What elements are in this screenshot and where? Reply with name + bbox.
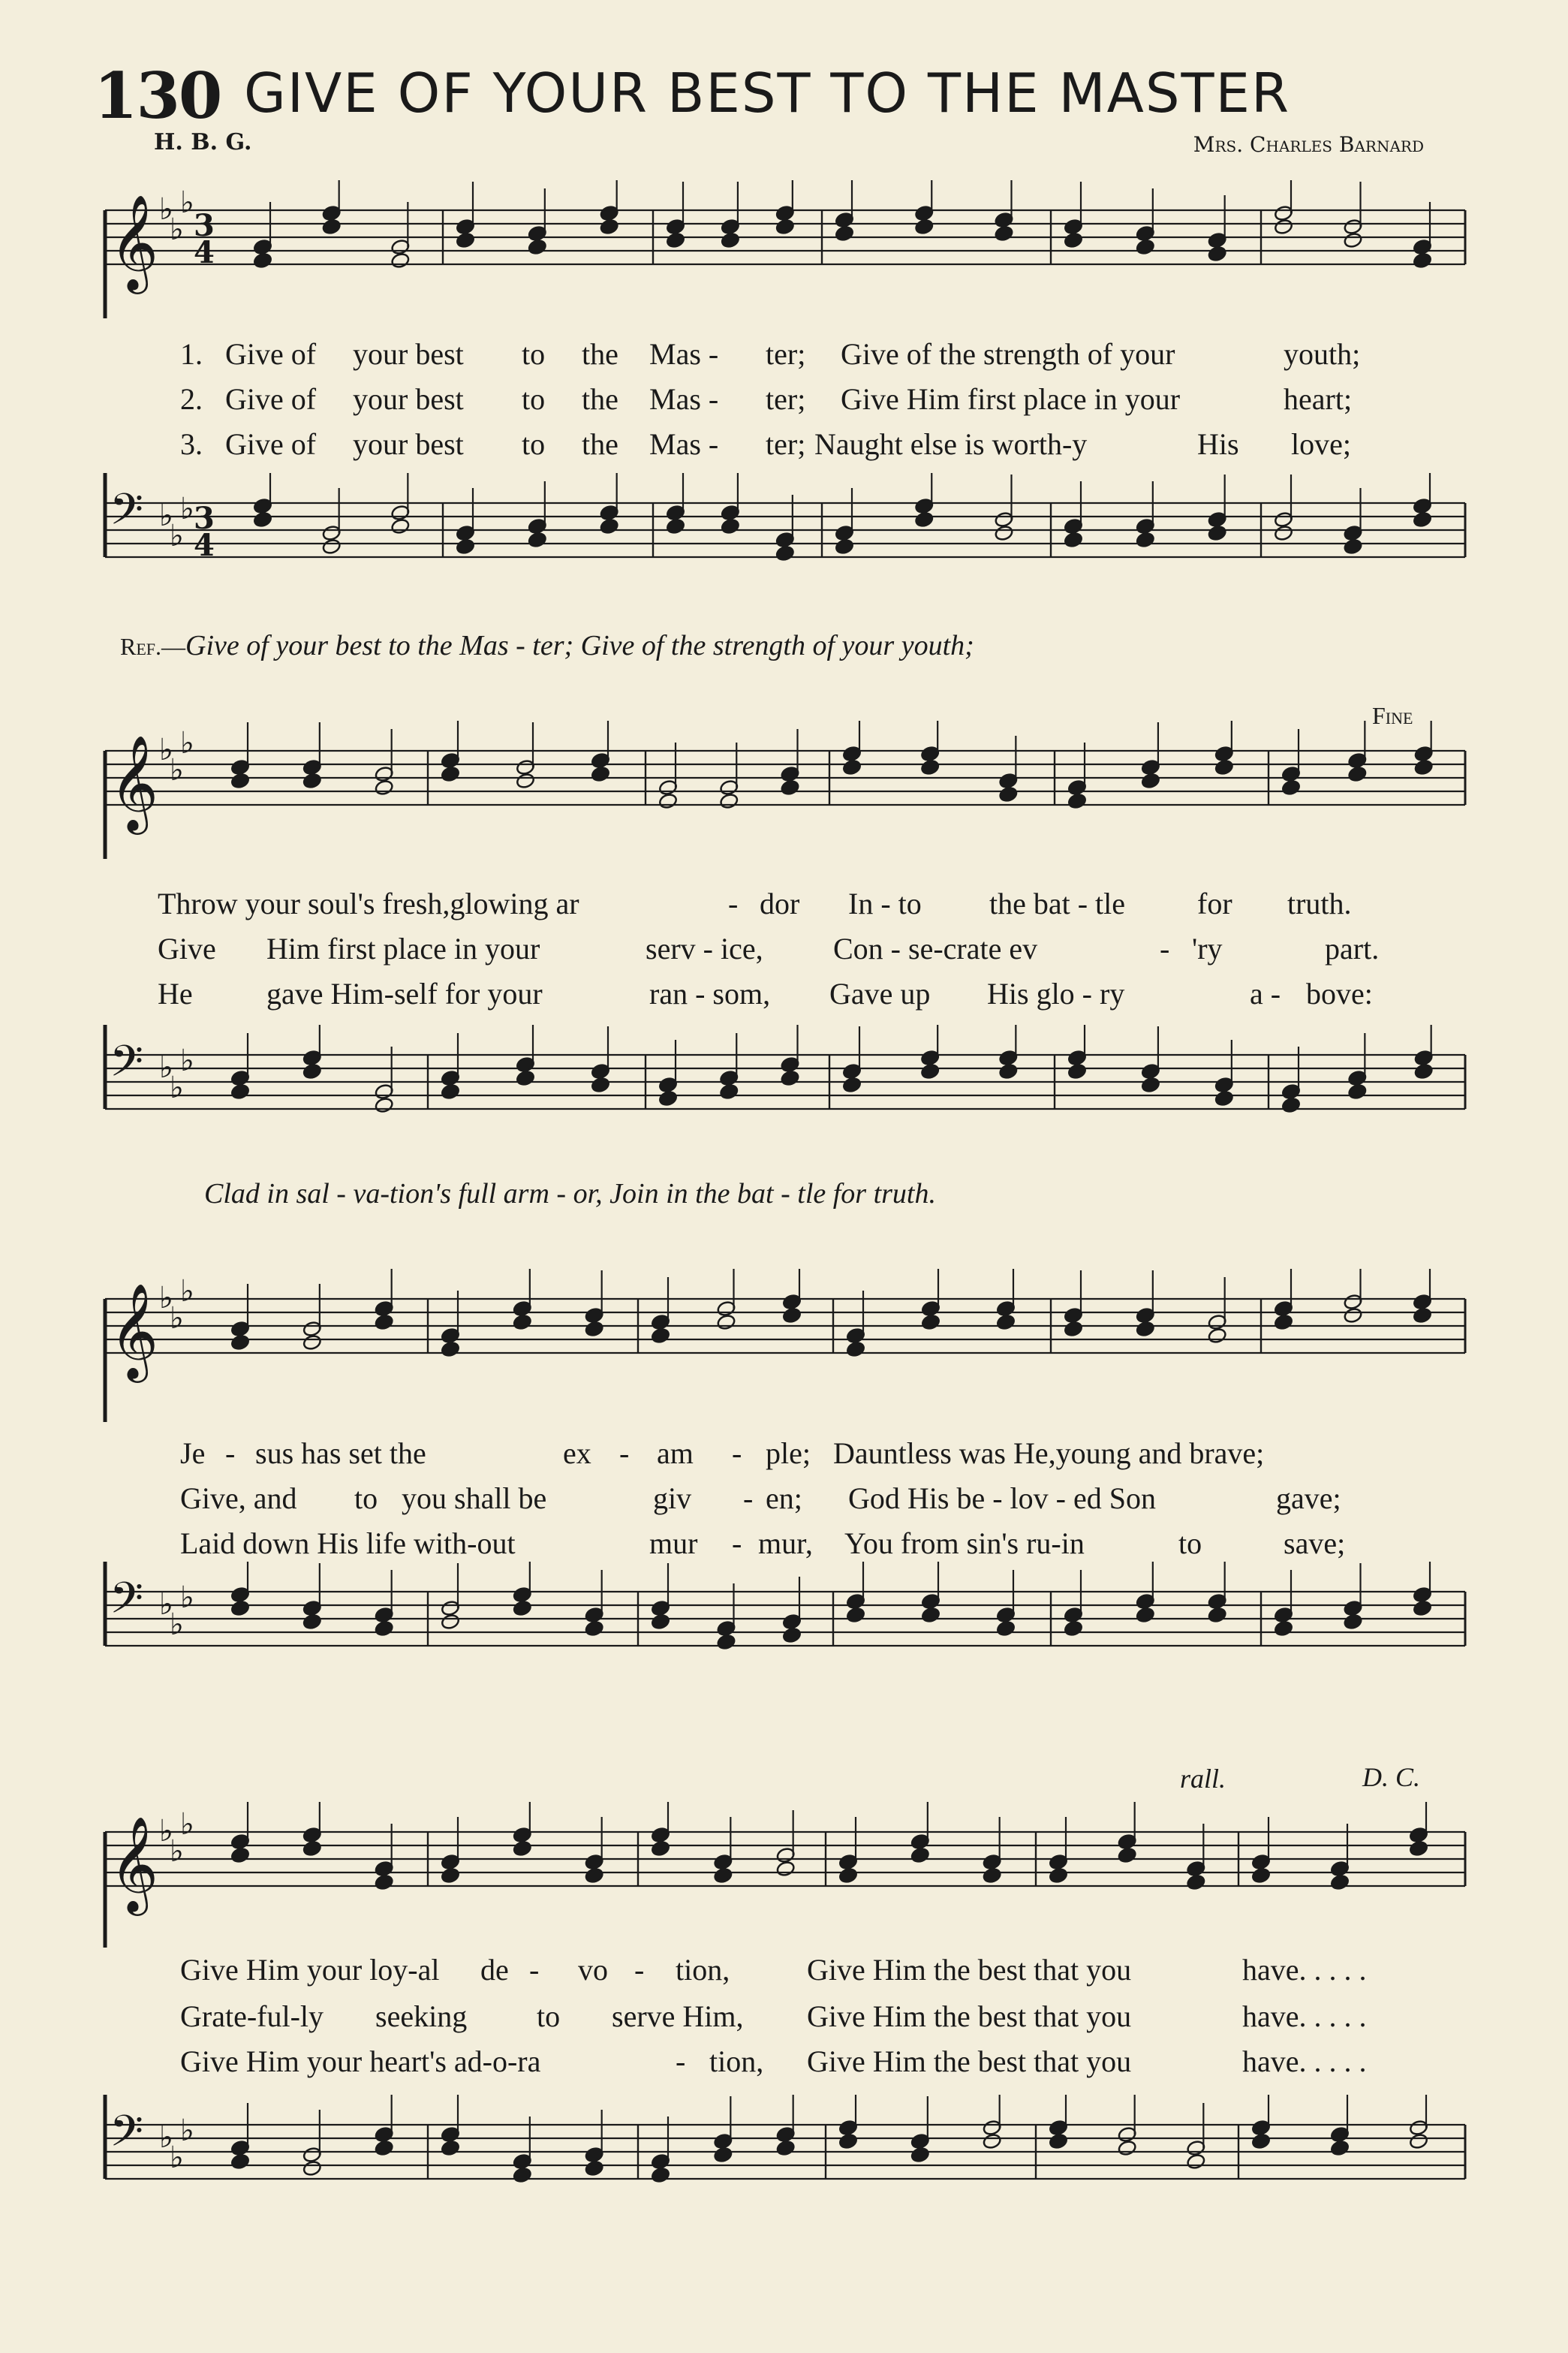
note-head-icon	[1214, 759, 1234, 776]
note-head-icon	[302, 1840, 322, 1857]
system-3-verse-2: Give, and to you shall be giv - en; God His be - lov - ed Son gave;	[180, 1481, 1341, 1515]
flat-sign-icon: ♭	[159, 192, 173, 227]
note-head-icon	[513, 1314, 532, 1331]
note-head-icon	[780, 1070, 799, 1087]
note-head-icon	[994, 225, 1013, 243]
note-head-icon	[230, 2153, 250, 2171]
flat-sign-icon: ♭	[159, 1050, 173, 1085]
flat-sign-icon: ♭	[170, 1834, 184, 1869]
note-head-icon	[1064, 532, 1083, 549]
note-head-icon	[1343, 232, 1362, 249]
flat-sign-icon: ♭	[170, 519, 184, 553]
note-head-icon	[1413, 252, 1432, 270]
flat-sign-icon: ♭	[180, 1580, 194, 1615]
note-head-icon	[1136, 1321, 1155, 1338]
note-head-icon	[1330, 1874, 1350, 1891]
note-head-icon	[1141, 773, 1160, 790]
note-head-icon	[513, 1600, 532, 1617]
note-head-icon	[253, 252, 272, 270]
note-head-icon	[914, 511, 934, 529]
note-head-icon	[666, 518, 685, 535]
note-head-icon	[1186, 1874, 1205, 1891]
note-head-icon	[516, 1070, 535, 1087]
refrain-line-2: Clad in sal - va-tion's full arm - or, Join in the bat - tle for truth.	[204, 1178, 936, 1210]
note-head-icon	[838, 1867, 858, 1885]
note-head-icon	[998, 786, 1018, 803]
note-head-icon	[651, 1327, 670, 1345]
note-head-icon	[1343, 538, 1362, 556]
note-head-icon	[1413, 1600, 1432, 1617]
note-head-icon	[585, 1867, 604, 1885]
note-head-icon	[842, 759, 862, 776]
hymn-number: 130	[94, 59, 221, 133]
note-head-icon	[1118, 1847, 1137, 1864]
note-head-icon	[1067, 1063, 1087, 1080]
system-3-treble-staff	[0, 1269, 1568, 1427]
note-head-icon	[658, 1090, 678, 1107]
note-head-icon	[782, 1627, 802, 1644]
note-head-icon	[776, 1860, 796, 1878]
time-signature-digit: 3	[194, 501, 215, 536]
time-signature-digit: 4	[194, 235, 215, 270]
note-head-icon	[716, 1634, 736, 1651]
flat-sign-icon: ♭	[180, 726, 194, 761]
time-signature-digit: 4	[194, 528, 215, 563]
flat-sign-icon: ♭	[180, 185, 194, 220]
system-4-verse-2: Grate-ful-ly seeking to serve Him, Give Him the best that you have. . . . .	[180, 1999, 1367, 2033]
bass-clef-icon: 𝄢	[110, 484, 144, 546]
note-head-icon	[600, 218, 619, 236]
note-head-icon	[1141, 1077, 1160, 1094]
note-head-icon	[1214, 1090, 1234, 1107]
note-head-icon	[528, 239, 547, 256]
flat-sign-icon: ♭	[159, 1587, 173, 1622]
note-head-icon	[713, 1867, 733, 1885]
note-head-icon	[914, 218, 934, 236]
note-head-icon	[782, 1307, 802, 1324]
system-2-verse-3: He gave Him-self for your ran - som, Gave up His glo - ry a - bove:	[158, 977, 1373, 1011]
system-3-bass-staff	[0, 1562, 1568, 1727]
note-head-icon	[994, 525, 1013, 542]
system-2-verse-2: Give Him first place in your serv - ice, Con - se-crate ev - 'ry part.	[158, 932, 1380, 966]
note-head-icon	[1414, 759, 1434, 776]
note-head-icon	[996, 1314, 1016, 1331]
note-head-icon	[835, 538, 854, 556]
note-head-icon	[441, 1867, 460, 1885]
note-head-icon	[230, 1847, 250, 1864]
note-head-icon	[1251, 1867, 1271, 1885]
note-head-icon	[1274, 218, 1293, 236]
note-head-icon	[585, 2160, 604, 2177]
flat-sign-icon: ♭	[159, 1814, 173, 1848]
system-4-bass-staff	[0, 2095, 1568, 2260]
treble-clef-icon: 𝄞	[110, 734, 159, 830]
note-head-icon	[1409, 2133, 1428, 2150]
note-head-icon	[456, 538, 475, 556]
note-head-icon	[585, 1321, 604, 1338]
note-head-icon	[1118, 2140, 1137, 2157]
system-1-verse-2: 2. Give of your best to the Mas - ter; Give Him first place in your heart;	[180, 382, 1353, 416]
note-head-icon	[776, 2140, 796, 2157]
note-head-icon	[1281, 1097, 1301, 1114]
note-head-icon	[230, 1334, 250, 1351]
note-head-icon	[775, 545, 795, 562]
note-head-icon	[230, 1083, 250, 1101]
note-head-icon	[721, 232, 740, 249]
note-head-icon	[920, 1063, 940, 1080]
flat-sign-icon: ♭	[170, 753, 184, 788]
note-head-icon	[585, 1620, 604, 1637]
rall-marking: rall.	[1180, 1764, 1226, 1794]
system-3-verse-3: Laid down His life with-out mur - mur, You from sin's ru-in to save;	[180, 1526, 1346, 1560]
note-head-icon	[846, 1341, 865, 1358]
note-head-icon	[390, 252, 410, 270]
note-head-icon	[513, 1840, 532, 1857]
note-head-icon	[713, 2147, 733, 2164]
note-head-icon	[1274, 1620, 1293, 1637]
note-head-icon	[1136, 239, 1155, 256]
note-head-icon	[1064, 1620, 1083, 1637]
note-head-icon	[835, 225, 854, 243]
note-head-icon	[528, 532, 547, 549]
composer-credit: Mrs. Charles Barnard	[1193, 132, 1424, 157]
flat-sign-icon: ♭	[159, 499, 173, 533]
note-head-icon	[910, 1847, 930, 1864]
note-head-icon	[719, 1083, 739, 1101]
system-2-verse-1: Throw your soul's fresh,glowing ar - dor In - to the bat - tle for truth.	[158, 887, 1352, 920]
note-head-icon	[1064, 1321, 1083, 1338]
note-head-icon	[302, 1063, 322, 1080]
note-head-icon	[375, 1314, 394, 1331]
note-head-icon	[983, 1867, 1002, 1885]
flat-sign-icon: ♭	[180, 1044, 194, 1078]
note-head-icon	[998, 1063, 1018, 1080]
note-head-icon	[1208, 1327, 1227, 1345]
hymn-title: GIVE OF YOUR BEST TO THE MASTER	[244, 62, 1291, 125]
note-head-icon	[456, 232, 475, 249]
note-head-icon	[516, 773, 535, 790]
note-head-icon	[658, 793, 678, 810]
flat-sign-icon: ♭	[170, 1301, 184, 1336]
note-head-icon	[600, 518, 619, 535]
refrain-lead: Ref.—	[120, 633, 186, 660]
note-head-icon	[1136, 1607, 1155, 1624]
note-head-icon	[302, 773, 322, 790]
treble-clef-icon: 𝄞	[110, 1282, 159, 1378]
note-head-icon	[441, 2140, 460, 2157]
system-2-treble-staff	[0, 721, 1568, 863]
note-head-icon	[846, 1607, 865, 1624]
note-head-icon	[716, 1314, 736, 1331]
note-head-icon	[1409, 1840, 1428, 1857]
flat-sign-icon: ♭	[170, 1607, 184, 1642]
note-head-icon	[1330, 2140, 1350, 2157]
note-head-icon	[1343, 1307, 1362, 1324]
system-3-verse-1: Je - sus has set the ex - am - ple; Dauntless was He,young and brave;	[180, 1436, 1265, 1470]
note-head-icon	[1274, 1314, 1293, 1331]
note-head-icon	[921, 1607, 940, 1624]
note-head-icon	[230, 1600, 250, 1617]
note-head-icon	[842, 1077, 862, 1094]
note-head-icon	[780, 779, 799, 797]
note-head-icon	[910, 2147, 930, 2164]
note-head-icon	[1208, 525, 1227, 542]
note-head-icon	[666, 232, 685, 249]
note-head-icon	[1414, 1063, 1434, 1080]
bass-clef-icon: 𝄢	[110, 1572, 144, 1634]
system-4-verse-3: Give Him your heart's ad-o-ra - tion, Give Him the best that you have. . . . .	[180, 2044, 1367, 2078]
note-head-icon	[375, 1620, 394, 1637]
note-head-icon	[253, 511, 272, 529]
system-2-bass-staff	[0, 1025, 1568, 1183]
note-head-icon	[1208, 246, 1227, 263]
note-head-icon	[651, 2167, 670, 2184]
system-1-bass-staff	[0, 473, 1568, 631]
note-head-icon	[651, 1840, 670, 1857]
note-head-icon	[651, 1613, 670, 1631]
flat-sign-icon: ♭	[159, 733, 173, 767]
flat-sign-icon: ♭	[170, 2141, 184, 2175]
note-head-icon	[1208, 1607, 1227, 1624]
flat-sign-icon: ♭	[180, 2113, 194, 2148]
treble-clef-icon: 𝄞	[110, 1815, 159, 1912]
note-head-icon	[302, 2160, 322, 2177]
note-head-icon	[719, 793, 739, 810]
note-head-icon	[322, 218, 342, 236]
note-head-icon	[1343, 1613, 1362, 1631]
flat-sign-icon: ♭	[159, 2120, 173, 2155]
note-head-icon	[441, 1083, 460, 1101]
system-1-verse-1: 1. Give of your best to the Mas - ter; Give of the strength of your youth;	[180, 337, 1361, 371]
note-head-icon	[513, 2167, 532, 2184]
flat-sign-icon: ♭	[170, 212, 184, 247]
flat-sign-icon: ♭	[170, 1071, 184, 1105]
note-head-icon	[375, 779, 394, 797]
time-signature-digit: 3	[194, 208, 215, 243]
note-head-icon	[375, 2140, 394, 2157]
note-head-icon	[441, 1341, 460, 1358]
bass-clef-icon: 𝄢	[110, 2105, 144, 2168]
note-head-icon	[591, 1077, 610, 1094]
note-head-icon	[591, 766, 610, 783]
note-head-icon	[1413, 511, 1432, 529]
note-head-icon	[921, 1314, 940, 1331]
note-head-icon	[322, 538, 342, 556]
note-head-icon	[1064, 232, 1083, 249]
note-head-icon	[721, 518, 740, 535]
system-4-treble-staff	[0, 1802, 1568, 1952]
system-4-verse-1: Give Him your loy-al de - vo - tion, Give Him the best that you have. . . . .	[180, 1953, 1367, 1987]
note-head-icon	[390, 518, 410, 535]
note-head-icon	[983, 2133, 1002, 2150]
note-head-icon	[302, 1334, 322, 1351]
note-head-icon	[1347, 766, 1367, 783]
bass-clef-icon: 𝄢	[110, 1035, 144, 1098]
note-head-icon	[1186, 2153, 1205, 2171]
note-head-icon	[441, 1613, 460, 1631]
system-1-treble-staff	[0, 180, 1568, 323]
note-head-icon	[302, 1613, 322, 1631]
treble-clef-icon: 𝄞	[110, 194, 159, 290]
note-head-icon	[996, 1620, 1016, 1637]
note-head-icon	[375, 1874, 394, 1891]
system-1-verse-3: 3. Give of your best to the Mas - ter; Naught else is worth-y His love;	[180, 427, 1351, 461]
note-head-icon	[1413, 1307, 1432, 1324]
flat-sign-icon: ♭	[159, 1281, 173, 1315]
note-head-icon	[838, 2133, 858, 2150]
note-head-icon	[775, 218, 795, 236]
flat-sign-icon: ♭	[180, 1274, 194, 1309]
note-head-icon	[1049, 1867, 1068, 1885]
author-initials: H. B. G.	[154, 129, 252, 155]
note-head-icon	[1067, 793, 1087, 810]
fine-marking: Fine	[1372, 702, 1413, 729]
note-head-icon	[920, 759, 940, 776]
note-head-icon	[1274, 525, 1293, 542]
note-head-icon	[1251, 2133, 1271, 2150]
note-head-icon	[1347, 1083, 1367, 1101]
flat-sign-icon: ♭	[180, 492, 194, 526]
dc-marking: D. C.	[1362, 1762, 1421, 1792]
note-head-icon	[375, 1097, 394, 1114]
flat-sign-icon: ♭	[180, 1807, 194, 1842]
note-head-icon	[1281, 779, 1301, 797]
note-head-icon	[230, 773, 250, 790]
refrain-line-1: Ref.—Give of your best to the Mas - ter; Give of the strength of your youth;	[120, 630, 974, 661]
note-head-icon	[1136, 532, 1155, 549]
note-head-icon	[1049, 2133, 1068, 2150]
note-head-icon	[441, 766, 460, 783]
